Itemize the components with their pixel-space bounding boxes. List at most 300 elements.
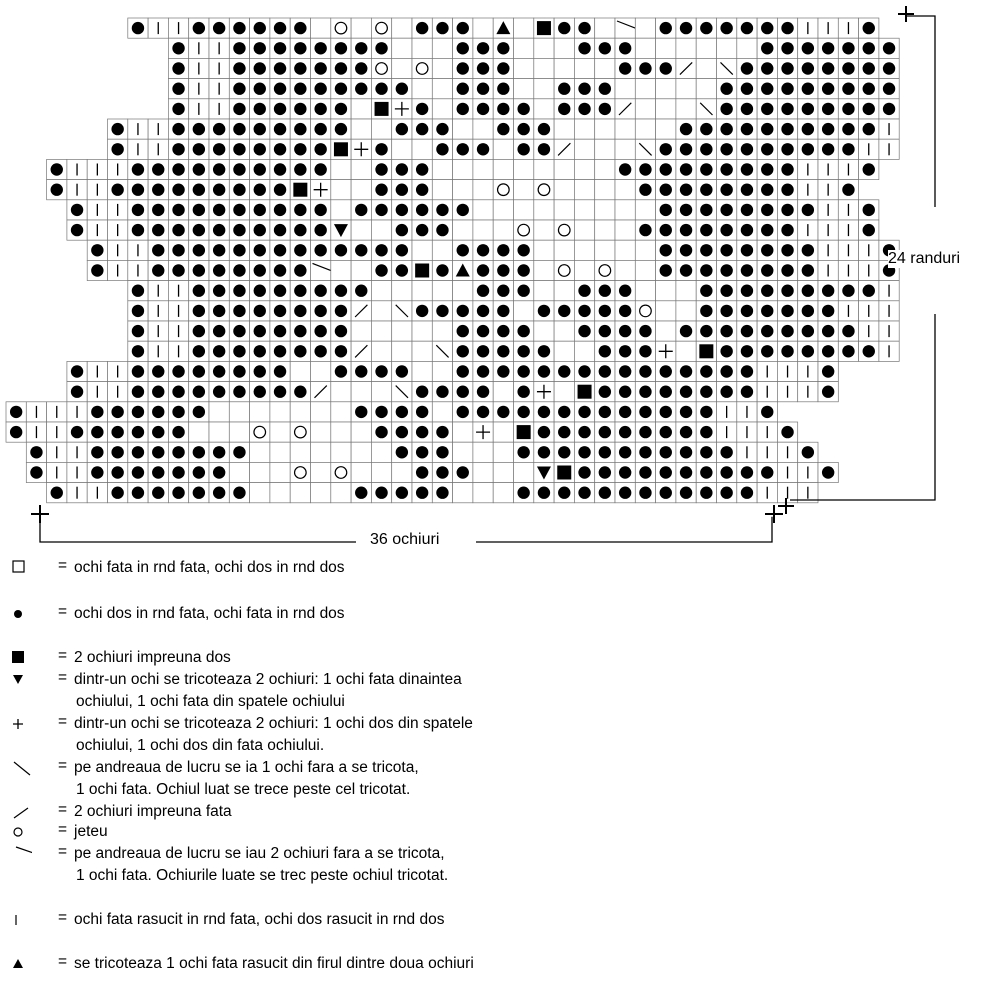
chart-cell [635,281,655,301]
purl-dot-icon [274,285,286,297]
purl-dot-icon [396,365,408,377]
purl-dot-icon [863,285,875,297]
purl-dot-icon [274,386,286,398]
chart-cell [229,402,249,422]
purl-dot-icon [477,103,489,115]
purl-dot-icon [660,264,672,276]
legend-line: 2 ochiuri impreuna dos [74,649,231,666]
purl-dot-icon [842,83,854,95]
chart-cell [371,442,391,462]
purl-dot-icon [254,244,266,256]
purl-dot-icon [213,487,225,499]
purl-dot-icon [741,22,753,34]
purl-dot-icon [91,426,103,438]
chart-cell [493,180,513,200]
purl-dot-icon [660,426,672,438]
chart-cell [574,139,594,159]
purl-dot-icon [538,487,550,499]
purl-dot-icon [517,386,529,398]
chart-cell [473,119,493,139]
purl-dot-icon [314,143,326,155]
purl-dot-icon [152,365,164,377]
purl-dot-icon [538,446,550,458]
chart-cell [351,119,371,139]
chart-cell [473,159,493,179]
purl-dot-icon [822,42,834,54]
purl-dot-icon [517,325,529,337]
chart-cell [412,361,432,381]
chart-cell [351,422,371,442]
purl-dot-icon [578,42,590,54]
purl-dot-icon [781,143,793,155]
purl-dot-icon [396,264,408,276]
chart-cell [615,240,635,260]
purl-dot-icon [680,487,692,499]
purl-dot-icon [781,62,793,74]
purl-dot-icon [700,123,712,135]
chart-cell [473,18,493,38]
purl-dot-icon [436,264,448,276]
purl-dot-icon [619,487,631,499]
purl-dot-icon [233,325,245,337]
purl-together-square-icon [537,21,551,35]
purl-dot-icon [558,426,570,438]
purl-dot-icon [660,446,672,458]
chart-cell [331,200,351,220]
purl-dot-icon [599,42,611,54]
purl-dot-icon [741,123,753,135]
purl-dot-icon [720,386,732,398]
legend-line: ochiului, 1 ochi dos din fata ochiului. [76,737,325,754]
purl-dot-icon [741,285,753,297]
purl-dot-icon [416,426,428,438]
purl-dot-icon [822,325,834,337]
purl-dot-icon [213,386,225,398]
chart-cell [534,321,554,341]
purl-dot-icon [71,386,83,398]
purl-dot-icon [152,426,164,438]
purl-dot-icon [375,406,387,418]
chart-cell [615,200,635,220]
purl-dot-icon [111,143,123,155]
purl-dot-icon [71,365,83,377]
purl-dot-icon [619,285,631,297]
chart-cell [351,18,371,38]
purl-dot-icon [477,244,489,256]
purl-dot-icon [457,305,469,317]
purl-dot-icon [660,487,672,499]
purl-dot-icon [172,204,184,216]
chart-cell [514,462,534,482]
purl-dot-icon [233,163,245,175]
purl-dot-icon [700,143,712,155]
purl-dot-icon [477,386,489,398]
chart-cell [412,321,432,341]
purl-dot-icon [741,103,753,115]
purl-dot-icon [233,305,245,317]
purl-dot-icon [660,386,672,398]
chart-cell [229,422,249,442]
purl-dot-icon [477,365,489,377]
chart-cell [493,442,513,462]
chart-cell [615,79,635,99]
legend-equals: = [58,909,68,926]
purl-dot-icon [396,204,408,216]
chart-cell [514,58,534,78]
chart-cell [473,200,493,220]
chart-cell [554,240,574,260]
purl-dot-icon [172,365,184,377]
filled-dot-icon [4,603,32,623]
purl-dot-icon [822,83,834,95]
chart-cell [351,159,371,179]
purl-dot-icon [802,446,814,458]
purl-dot-icon [477,42,489,54]
purl-dot-icon [213,365,225,377]
purl-dot-icon [517,365,529,377]
purl-dot-icon [274,224,286,236]
purl-dot-icon [863,163,875,175]
purl-dot-icon [761,466,773,478]
purl-dot-icon [517,487,529,499]
purl-dot-icon [172,406,184,418]
purl-dot-icon [254,42,266,54]
purl-dot-icon [680,224,692,236]
purl-dot-icon [781,184,793,196]
chart-cell [412,281,432,301]
purl-dot-icon [396,446,408,458]
purl-dot-icon [233,204,245,216]
purl-dot-icon [274,204,286,216]
chart-legend [0,555,1000,995]
chart-cell [534,159,554,179]
chart-cell [371,321,391,341]
chart-cell [635,301,655,321]
chart-cell [331,483,351,503]
chart-cell [473,442,493,462]
purl-dot-icon [314,204,326,216]
purl-dot-icon [233,224,245,236]
chart-cell [554,58,574,78]
purl-dot-icon [700,285,712,297]
purl-dot-icon [599,103,611,115]
purl-dot-icon [436,466,448,478]
legend-equals: = [58,801,68,818]
purl-dot-icon [193,285,205,297]
purl-dot-icon [314,83,326,95]
purl-dot-icon [680,365,692,377]
purl-dot-icon [152,204,164,216]
purl-together-square-icon [517,425,531,439]
purl-dot-icon [883,83,895,95]
purl-dot-icon [599,365,611,377]
purl-dot-icon [172,446,184,458]
chart-cell [331,18,351,38]
chart-cell [351,442,371,462]
purl-dot-icon [660,143,672,155]
purl-dot-icon [416,22,428,34]
purl-dot-icon [802,42,814,54]
purl-dot-icon [111,446,123,458]
purl-dot-icon [802,345,814,357]
chart-cell [554,341,574,361]
chart-cell [311,18,331,38]
chart-cell [595,200,615,220]
purl-dot-icon [335,285,347,297]
purl-dot-icon [863,42,875,54]
purl-dot-icon [457,42,469,54]
purl-dot-icon [497,345,509,357]
chart-cell [371,341,391,361]
purl-dot-icon [497,325,509,337]
purl-dot-icon [741,224,753,236]
purl-dot-icon [436,386,448,398]
chart-cell [331,180,351,200]
purl-dot-icon [842,123,854,135]
purl-dot-icon [375,264,387,276]
purl-dot-icon [761,62,773,74]
purl-dot-icon [741,386,753,398]
chart-cell [574,159,594,179]
chart-cell [453,422,473,442]
chart-cell [351,382,371,402]
purl-dot-icon [436,204,448,216]
purl-together-square-icon [699,344,713,358]
purl-dot-icon [761,345,773,357]
purl-dot-icon [883,42,895,54]
chart-cell [534,281,554,301]
chart-cell [392,18,412,38]
chart-cell [371,220,391,240]
chart-cell [656,79,676,99]
rows-count-label: 24 randuri [888,250,961,267]
purl-dot-icon [558,406,570,418]
purl-dot-icon [741,244,753,256]
purl-dot-icon [375,426,387,438]
purl-dot-icon [254,163,266,175]
purl-dot-icon [436,446,448,458]
purl-dot-icon [457,204,469,216]
chart-cell [270,402,290,422]
chart-cell [595,180,615,200]
chart-cell [473,462,493,482]
purl-dot-icon [700,466,712,478]
purl-dot-icon [477,285,489,297]
purl-dot-icon [233,83,245,95]
purl-dot-icon [619,345,631,357]
purl-dot-icon [558,365,570,377]
purl-dot-icon [335,244,347,256]
purl-dot-icon [639,224,651,236]
chart-cell [493,159,513,179]
chart-cell [351,220,371,240]
purl-dot-icon [375,365,387,377]
chart-cell [574,58,594,78]
empty-square-icon [4,557,32,577]
purl-dot-icon [375,83,387,95]
purl-dot-icon [517,123,529,135]
purl-dot-icon [599,325,611,337]
purl-dot-icon [802,244,814,256]
purl-dot-icon [700,22,712,34]
chart-cell [656,99,676,119]
purl-dot-icon [213,345,225,357]
purl-dot-icon [274,244,286,256]
purl-dot-icon [396,244,408,256]
chart-cell [392,462,412,482]
chart-cell [656,301,676,321]
purl-dot-icon [294,345,306,357]
chart-cell [514,79,534,99]
purl-dot-icon [538,426,550,438]
chart-cell [311,422,331,442]
purl-dot-icon [254,224,266,236]
legend-line: jeteu [74,823,108,840]
purl-dot-icon [741,305,753,317]
chart-cell [270,422,290,442]
purl-dot-icon [781,426,793,438]
chart-cell [514,301,534,321]
purl-dot-icon [233,184,245,196]
chart-cell [493,220,513,240]
purl-dot-icon [132,426,144,438]
purl-dot-icon [254,184,266,196]
purl-dot-icon [700,446,712,458]
chart-cell [534,79,554,99]
purl-dot-icon [680,386,692,398]
purl-dot-icon [193,325,205,337]
purl-dot-icon [193,466,205,478]
purl-dot-icon [254,325,266,337]
purl-dot-icon [700,244,712,256]
purl-dot-icon [416,163,428,175]
purl-dot-icon [517,264,529,276]
purl-dot-icon [538,406,550,418]
purl-dot-icon [71,426,83,438]
chart-cell [432,99,452,119]
purl-dot-icon [355,285,367,297]
purl-dot-icon [761,123,773,135]
purl-dot-icon [517,406,529,418]
chart-cell [554,38,574,58]
chart-cell [412,79,432,99]
purl-dot-icon [233,42,245,54]
purl-dot-icon [538,365,550,377]
legend-equals: = [58,757,68,774]
purl-dot-icon [822,345,834,357]
purl-dot-icon [457,466,469,478]
purl-dot-icon [213,285,225,297]
purl-dot-icon [233,123,245,135]
chart-cell [371,18,391,38]
chart-cell [595,159,615,179]
purl-dot-icon [822,103,834,115]
purl-dot-icon [172,62,184,74]
rows-marker-cross-icon [898,6,914,22]
purl-dot-icon [619,42,631,54]
chart-cell [290,483,310,503]
purl-dot-icon [233,264,245,276]
purl-dot-icon [457,244,469,256]
purl-dot-icon [396,426,408,438]
purl-dot-icon [213,466,225,478]
purl-dot-icon [172,123,184,135]
purl-dot-icon [741,204,753,216]
purl-dot-icon [91,446,103,458]
chart-cell [635,18,655,38]
chart-cell [331,442,351,462]
chart-cell [635,99,655,119]
chart-cell [432,402,452,422]
purl-dot-icon [578,446,590,458]
purl-dot-icon [416,487,428,499]
legend-description [74,557,345,579]
purl-dot-icon [720,285,732,297]
purl-dot-icon [193,22,205,34]
purl-dot-icon [538,123,550,135]
purl-dot-icon [254,123,266,135]
purl-dot-icon [741,466,753,478]
purl-dot-icon [639,426,651,438]
chart-cell [493,382,513,402]
purl-dot-icon [294,143,306,155]
purl-dot-icon [436,305,448,317]
purl-dot-icon [294,123,306,135]
chart-cell [534,180,554,200]
purl-dot-icon [660,244,672,256]
purl-dot-icon [457,386,469,398]
purl-dot-icon [314,285,326,297]
purl-dot-icon [416,123,428,135]
purl-dot-icon [314,305,326,317]
chart-cell [311,402,331,422]
purl-dot-icon [152,487,164,499]
purl-dot-icon [132,163,144,175]
purl-dot-icon [477,264,489,276]
purl-dot-icon [842,325,854,337]
purl-dot-icon [781,285,793,297]
purl-dot-icon [132,204,144,216]
purl-dot-icon [335,345,347,357]
purl-dot-icon [761,103,773,115]
purl-dot-icon [274,305,286,317]
chart-cell [676,301,696,321]
purl-dot-icon [599,446,611,458]
purl-dot-icon [477,83,489,95]
chart-cell [432,240,452,260]
purl-dot-icon [477,345,489,357]
chart-cell [615,119,635,139]
chart-cell [473,483,493,503]
legend-line: ochi fata rasucit in rnd fata, ochi dos rasucit in rnd dos [74,911,445,928]
purl-dot-icon [761,264,773,276]
purl-dot-icon [781,244,793,256]
purl-dot-icon [558,103,570,115]
purl-dot-icon [457,22,469,34]
chart-cell [717,38,737,58]
purl-dot-icon [254,285,266,297]
purl-dot-icon [274,62,286,74]
purl-dot-icon [233,386,245,398]
purl-dot-icon [761,22,773,34]
purl-dot-icon [720,305,732,317]
chart-cell [595,119,615,139]
purl-dot-icon [619,466,631,478]
legend-description [74,757,419,801]
purl-dot-icon [599,386,611,398]
purl-dot-icon [314,123,326,135]
purl-dot-icon [132,285,144,297]
